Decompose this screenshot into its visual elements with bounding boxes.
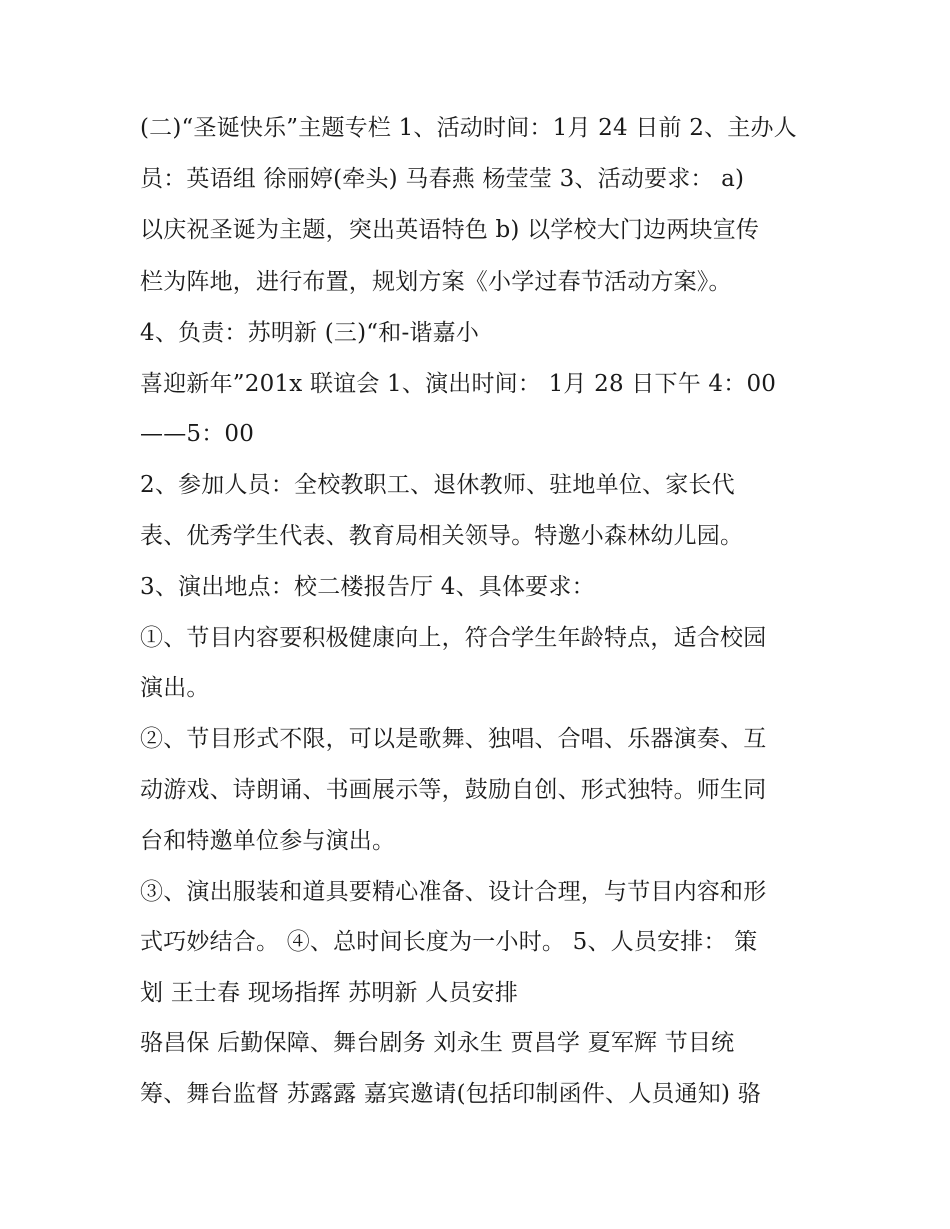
text-line: 表、优秀学生代表、教育局相关领导。特邀小森林幼儿园。: [140, 523, 744, 549]
text-line: 筹、舞台监督 苏露露 嘉宾邀请(包括印制函件、人员通知) 骆: [140, 1081, 761, 1107]
text-line: ——5：00: [140, 421, 255, 447]
text-line: 台和特邀单位参与演出。: [140, 828, 396, 854]
text-line: 员：英语组 徐丽婷(牵头) 马春燕 杨莹莹 3、活动要求： a): [140, 166, 745, 192]
text-line: 3、演出地点：校二楼报告厅 4、具体要求：: [140, 574, 595, 600]
text-line: 2、参加人员：全校教职工、退休教师、驻地单位、家长代: [140, 472, 735, 498]
text-line: 喜迎新年”201x 联谊会 1、演出时间： 1月 28 日下午 4：00: [140, 371, 777, 397]
text-line: ②、节目形式不限，可以是歌舞、独唱、合唱、乐器演奏、互: [140, 726, 767, 752]
text-line: 演出。: [140, 675, 210, 701]
text-line: ③、演出服装和道具要精心准备、设计合理，与节目内容和形: [140, 879, 767, 905]
text-line: 骆昌保 后勤保障、舞台剧务 刘永生 贾昌学 夏军辉 节目统: [140, 1030, 735, 1056]
text-line: (二)“圣诞快乐”主题专栏 1、活动时间：1月 24 日前 2、主办人: [140, 115, 797, 141]
text-line: 以庆祝圣诞为主题，突出英语特色 b) 以学校大门边两块宣传: [140, 217, 760, 243]
text-line: 式巧妙结合。 ④、总时间长度为一小时。 5、人员安排： 策: [140, 929, 758, 955]
text-line: 动游戏、诗朗诵、书画展示等，鼓励自创、形式独特。师生同: [140, 777, 767, 803]
text-line: 栏为阵地，进行布置，规划方案《小学过春节活动方案》。: [140, 269, 732, 295]
text-line: ①、节目内容要积极健康向上，符合学生年龄特点，适合校园: [140, 625, 767, 651]
text-line: 划 王士春 现场指挥 苏明新 人员安排: [140, 980, 519, 1006]
text-line: 4、负责：苏明新 (三)“和-谐嘉小: [140, 320, 480, 346]
